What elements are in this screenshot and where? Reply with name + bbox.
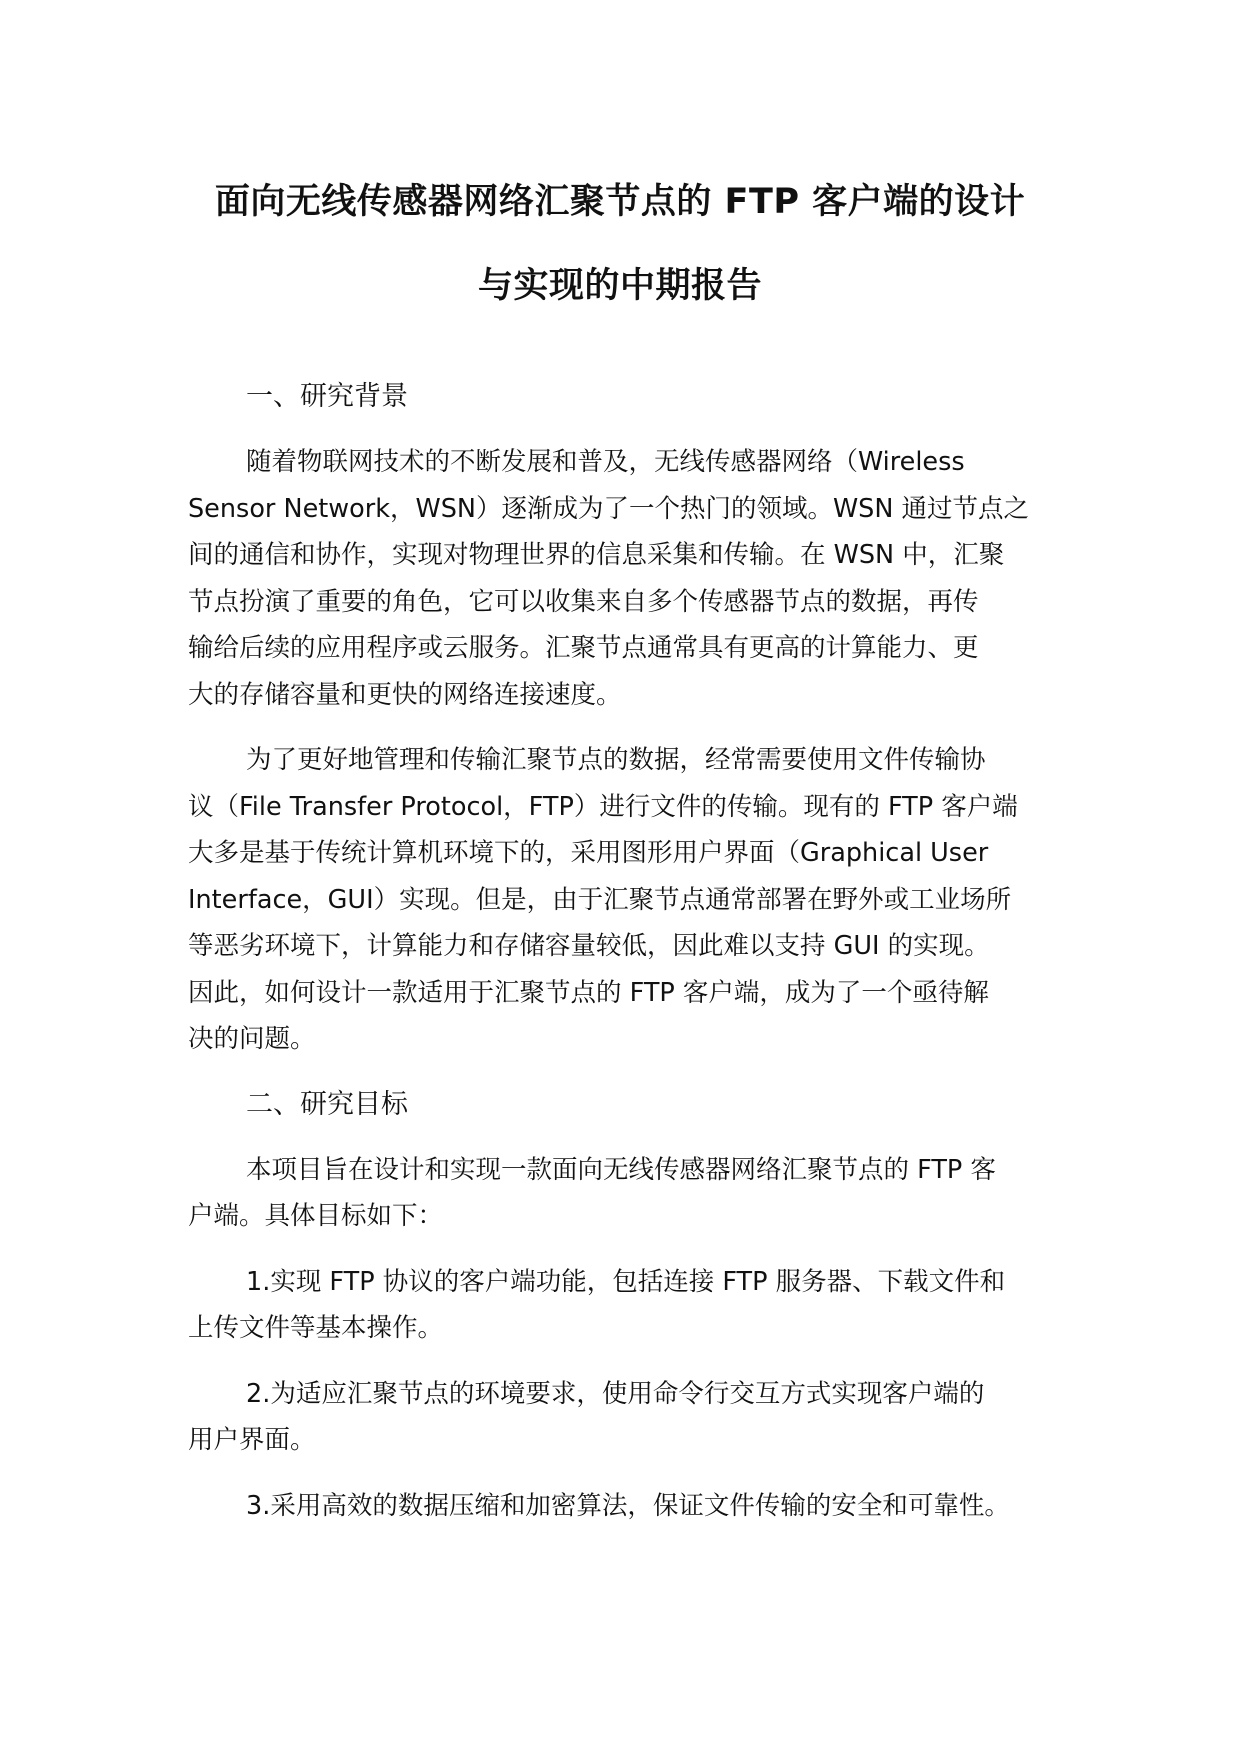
document-title-line-2: 与实现的中期报告 (477, 266, 762, 306)
text-line: 2.为适应汇聚节点的环境要求，使用命令行交互方式实现客户端的 (246, 1378, 985, 1409)
goal-item-1 (188, 1259, 1058, 1352)
text-line: 用户界面。 (188, 1425, 316, 1455)
text-line: 3.采用高效的数据压缩和加密算法，保证文件传输的安全和可靠性。 (246, 1490, 1010, 1521)
text-line: 户端。具体目标如下： (188, 1201, 444, 1231)
text-line: 上传文件等基本操作。 (188, 1313, 444, 1343)
paragraph-goals-intro (188, 1147, 1058, 1240)
section-heading-background: 一、研究背景 (246, 381, 408, 412)
text-line: 大多是基于传统计算机环境下的，采用图形用户界面（Graphical User (188, 838, 989, 868)
text-line: 大的存储容量和更快的网络连接速度。 (188, 679, 622, 710)
text-line: 随着物联网技术的不断发展和普及，无线传感器网络（Wireless (246, 447, 965, 477)
text-line: 间的通信和协作，实现对物理世界的信息采集和传输。在 WSN 中，汇聚 (188, 540, 1005, 570)
text-line: 议（File Transfer Protocol，FTP）进行文件的传输。现有的 FTP 客户端 (188, 791, 1018, 822)
text-line: 1.实现 FTP 协议的客户端功能，包括连接 FTP 服务器、下载文件和 (246, 1266, 1006, 1297)
text-line: 为了更好地管理和传输汇聚节点的数据，经常需要使用文件传输协 (246, 745, 986, 775)
goal-item-3 (188, 1483, 1058, 1530)
text-line: 节点扮演了重要的角色，它可以收集来自多个传感器节点的数据，再传 (188, 586, 979, 617)
paragraph-background-2 (188, 737, 1058, 1063)
text-line: Sensor Network，WSN）逐渐成为了一个热门的领域。WSN 通过节点之 (188, 493, 1030, 524)
text-line: Interface，GUI）实现。但是，由于汇聚节点通常部署在野外或工业场所 (188, 884, 1012, 915)
section-heading-goals: 二、研究目标 (246, 1088, 408, 1120)
text-line: 决的问题。 (188, 1024, 316, 1054)
text-line: 本项目旨在设计和实现一款面向无线传感器网络汇聚节点的 FTP 客 (246, 1154, 996, 1185)
text-line: 因此，如何设计一款适用于汇聚节点的 FTP 客户端，成为了一个亟待解 (188, 977, 989, 1008)
goal-item-2 (188, 1371, 1058, 1464)
text-line: 输给后续的应用程序或云服务。汇聚节点通常具有更高的计算能力、更 (188, 633, 979, 663)
paragraph-background-1 (188, 439, 1058, 718)
text-line: 等恶劣环境下，计算能力和存储容量较低，因此难以支持 GUI 的实现。 (188, 931, 990, 961)
document-title-line-1: 面向无线传感器网络汇聚节点的 FTP 客户端的设计 (214, 182, 1026, 222)
document-body (188, 374, 1058, 1548)
